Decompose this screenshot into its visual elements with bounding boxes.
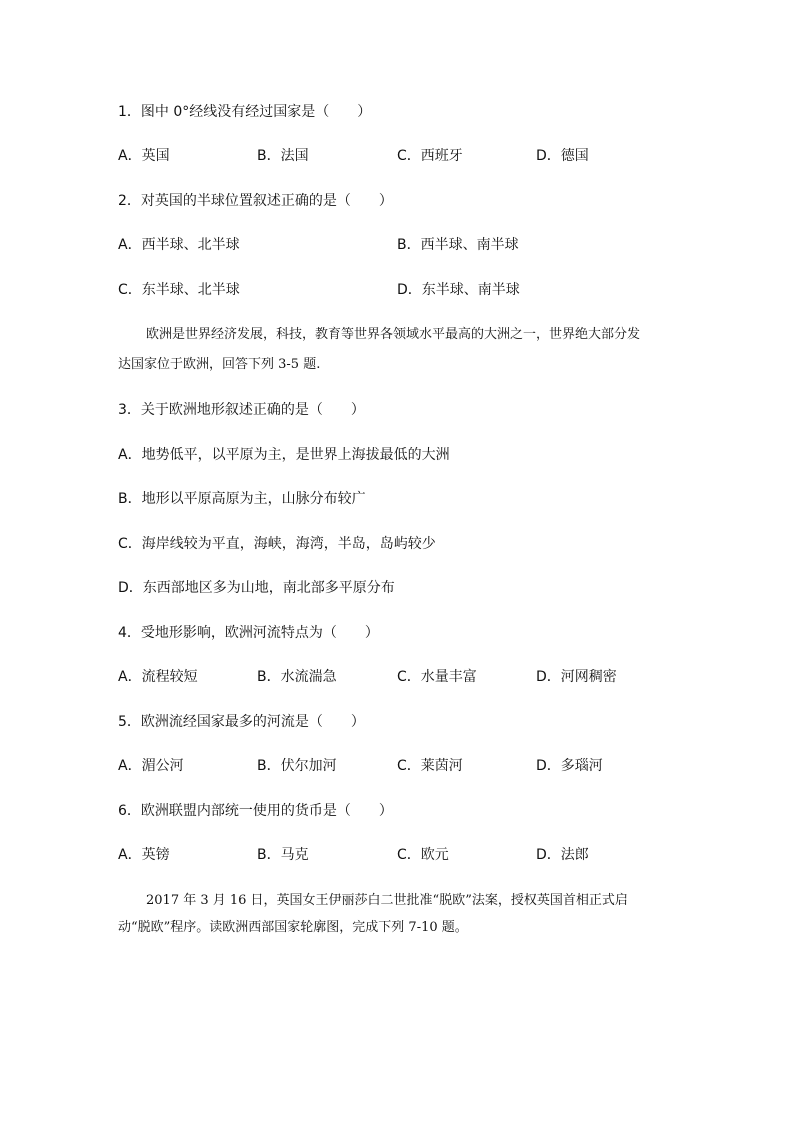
question-1-option-a: A．英国 [118,148,170,164]
question-1-option-d: D．德国 [536,148,589,164]
question-2-option-c: C．东半球、北半球 [118,282,240,298]
question-1-stem: 1．图中 0°经线没有经过国家是（ ） [118,104,372,120]
question-6-option-b: B．马克 [257,847,309,863]
passage-2 [118,891,690,938]
question-3-option-c: C．海岸线较为平直，海峡，海湾，半岛，岛屿较少 [118,536,436,552]
question-5-option-c: C．莱茵河 [397,758,463,774]
question-3-stem: 3．关于欧洲地形叙述正确的是（ ） [118,402,365,418]
question-4-option-a: A．流程较短 [118,669,198,685]
passage-2-line-1: 2017 年 3 月 16 日，英国女王伊丽莎白二世批准“脱欧”法案，授权英国首相正式启 [146,893,628,908]
question-4-option-c: C．水量丰富 [397,669,477,685]
question-1-option-c: C．西班牙 [397,148,463,164]
passage-1-line-2: 达国家位于欧洲，回答下列 3-5 题. [118,357,321,372]
question-5-option-d: D．多瑙河 [536,758,603,774]
question-6-option-a: A．英镑 [118,847,170,863]
question-4-option-d: D．河网稠密 [536,669,617,685]
question-4-stem: 4．受地形影响，欧洲河流特点为（ ） [118,625,379,641]
question-2-option-a: A．西半球、北半球 [118,237,240,253]
passage-1-line-1: 欧洲是世界经济发展，科技，教育等世界各领域水平最高的大洲之一，世界绝大部分发 [146,327,641,342]
passage-2-line-2: 动“脱欧”程序。读欧洲西部国家轮廓图，完成下列 7-10 题。 [118,920,468,935]
question-2-option-b: B．西半球、南半球 [397,237,519,253]
question-2-stem: 2．对英国的半球位置叙述正确的是（ ） [118,193,393,209]
question-3-option-b: B．地形以平原高原为主，山脉分布较广 [118,491,366,507]
question-3-option-a: A．地势低平，以平原为主，是世界上海拔最低的大洲 [118,447,450,463]
question-2-option-d: D．东半球、南半球 [397,282,520,298]
question-1-option-b: B．法国 [257,148,309,164]
question-5-option-b: B．伏尔加河 [257,758,337,774]
question-6-option-d: D．法郎 [536,847,589,863]
passage-1 [118,325,690,375]
question-5-stem: 5．欧洲流经国家最多的河流是（ ） [118,714,365,730]
question-3-option-d: D．东西部地区多为山地，南北部多平原分布 [118,580,395,596]
question-5-option-a: A．湄公河 [118,758,184,774]
question-6-stem: 6．欧洲联盟内部统一使用的货币是（ ） [118,803,393,819]
question-4-option-b: B．水流湍急 [257,669,337,685]
question-6-option-c: C．欧元 [397,847,449,863]
